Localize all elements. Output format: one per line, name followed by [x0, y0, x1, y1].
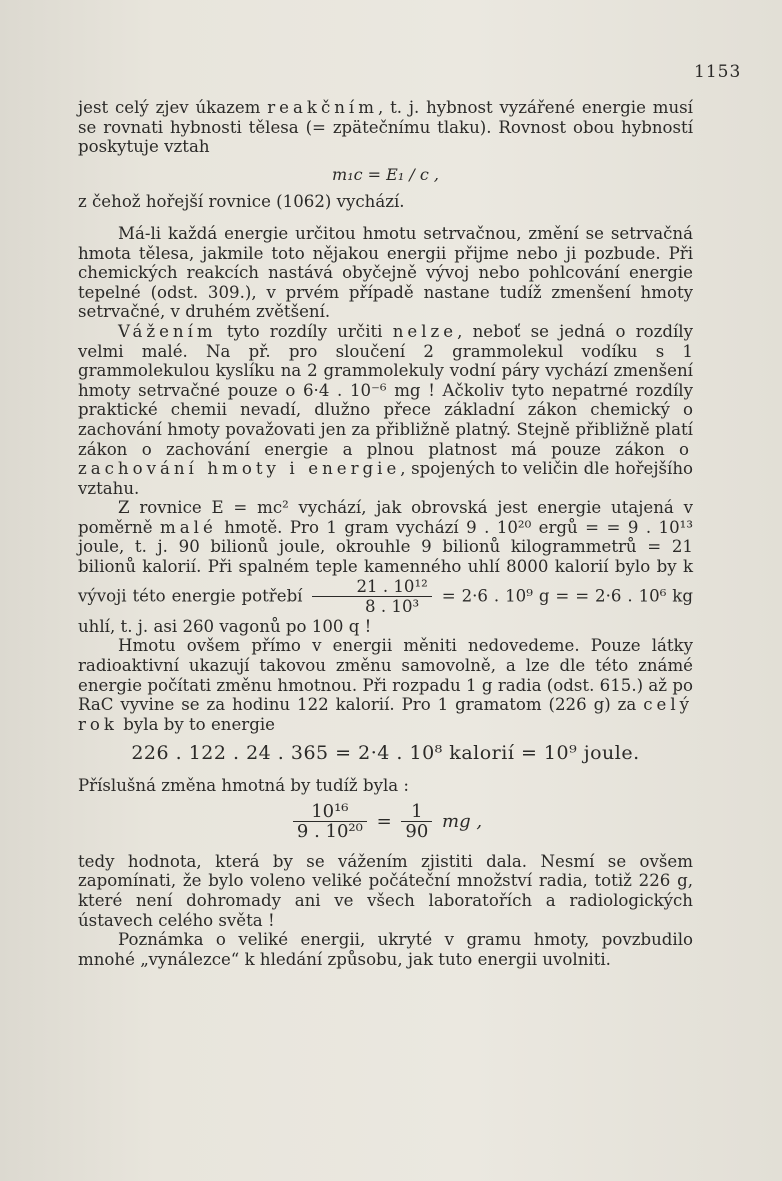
- paragraph-6: [78, 636, 693, 734]
- paragraph-3: Má-li každá energie určitou hmotu setrvačnou, změní se setrvačná hmota tělesa, jakmile toto nějakou energii přijme nebo ji pozbude. Při chemických reakcích nastává obyčejně vývoj nebo pohlcování energie tepelné (odst. 309.), v prvém případě nastane tudíž zmenšení hmoty setrvačné, v druhém zvětšení.: [78, 223, 693, 322]
- text: byla by to energie: [123, 714, 275, 734]
- fraction-a: [293, 802, 367, 842]
- page-number: 1153: [694, 62, 742, 82]
- text: = 2·6 . 10⁶ kg uhlí, t. j. asi 260 vagonů po 100 q !: [78, 586, 693, 636]
- spaced-term: nelze: [392, 321, 458, 341]
- text: , neboť se jedná o rozdíly velmi malé. Na př. pro sloučení 2 grammolekul vodíku s 1 grammolekulou kyslíku na 2 grammolekuly vodní páry vychází zmenšení hmoty setrvačné pouze o 6·4 . 10⁻⁶ mg ! Ačkoliv tyto nepatrné rozdíly praktické chemii nevadí, dlužno přece základní zákon chemický o zachování hmoty považovati jen za přibližně platný. Stejně přibližně platí zákon o zachování energie a plnou platnost má pouze zákon: [78, 321, 693, 459]
- unit: mg ,: [442, 810, 483, 832]
- fraction-coal: [312, 577, 431, 617]
- equation-radium-energy: 226 . 122 . 24 . 365 = 2·4 . 10⁸ kalorií = 10⁹ joule.: [131, 742, 640, 765]
- paragraph-9: Poznámka o veliké energii, ukryté v gramu hmoty, povzbudilo mnohé „vynálezce“ k hledání způsobu, jak tuto energii uvolniti.: [78, 930, 693, 969]
- fraction-numerator: 21 . 10¹²: [312, 577, 431, 598]
- equals-sign: =: [376, 810, 392, 832]
- spaced-term: o zachování hmoty i energie: [78, 439, 693, 479]
- page-body: [78, 98, 693, 969]
- formula-momentum: [78, 165, 693, 185]
- spaced-term: reakčním: [267, 98, 378, 117]
- paragraph-7: Příslušná změna hmotná by tudíž byla :: [78, 776, 410, 795]
- paragraph-8: tedy hodnota, která by se vážením zjistiti dala. Nesmí se ovšem zapomínati, že bylo voleno veliké počáteční množství radia, totiž 226 g, které není dohromady ani ve všech laboratořích a radiologických ústavech celého světa !: [78, 851, 693, 930]
- text: tyto rozdíly určiti: [226, 321, 383, 341]
- paragraph-5: [78, 498, 693, 636]
- spaced-term: Vážením: [118, 321, 217, 341]
- fraction-numerator: 1: [401, 802, 432, 823]
- fraction-numerator: 10¹⁶: [293, 802, 367, 823]
- equation-mass-change: [78, 802, 693, 842]
- fraction-b: [401, 802, 432, 842]
- text: , spojených to veličin dle hořejšího vztahu.: [78, 459, 693, 498]
- paragraph-4: [78, 322, 693, 498]
- paragraph-2: z čehož hořejší rovnice (1062) vychází.: [78, 192, 405, 212]
- text: Z rovnice E = mc² vychází, jak obrovská jest energie utajená v poměrně: [78, 498, 693, 537]
- spaced-term: celý rok: [78, 695, 693, 734]
- formula-text: m₁c = E₁ / c ,: [332, 164, 439, 184]
- fraction-denominator: 9 . 10²⁰: [296, 821, 363, 843]
- text: , t. j. hybnost vyzářené energie musí se rovnati hybnosti tělesa (= zpätečnímu tlaku). Rovnost obou hybností poskytuje vztah: [78, 98, 693, 157]
- text: jest celý zjev úkazem: [78, 98, 261, 117]
- fraction-denominator: 8 . 10³: [365, 597, 420, 617]
- text: Hmotu ovšem přímo v energii měniti nedovedeme. Pouze látky radioaktivní ukazují takovou změnu samovolně, a lze dle této známé energie počítati změnu hmotnou. Při rozpadu 1 g radia (odst. 615.) až po RaC vyvine se za hodinu 122 kalorií. Pro 1 gramatom (226 g) za: [78, 636, 693, 715]
- text: hmotě. Pro 1 gram vychází 9 . 10²⁰ ergů = = 9 . 10¹³ joule, t. j. 90 bilionů joule, okrouhle 9 bilionů kilogrammetrů = 21 bilionů kalorií. Při spalném teple kamenného uhlí 8000 kalorií bylo by k vývoji této energie potřebí: [78, 517, 693, 606]
- text: = 2·6 . 10⁹ g =: [441, 586, 570, 606]
- spaced-term: malé: [160, 517, 217, 537]
- paragraph-1: [78, 98, 693, 157]
- fraction-denominator: 90: [405, 821, 429, 843]
